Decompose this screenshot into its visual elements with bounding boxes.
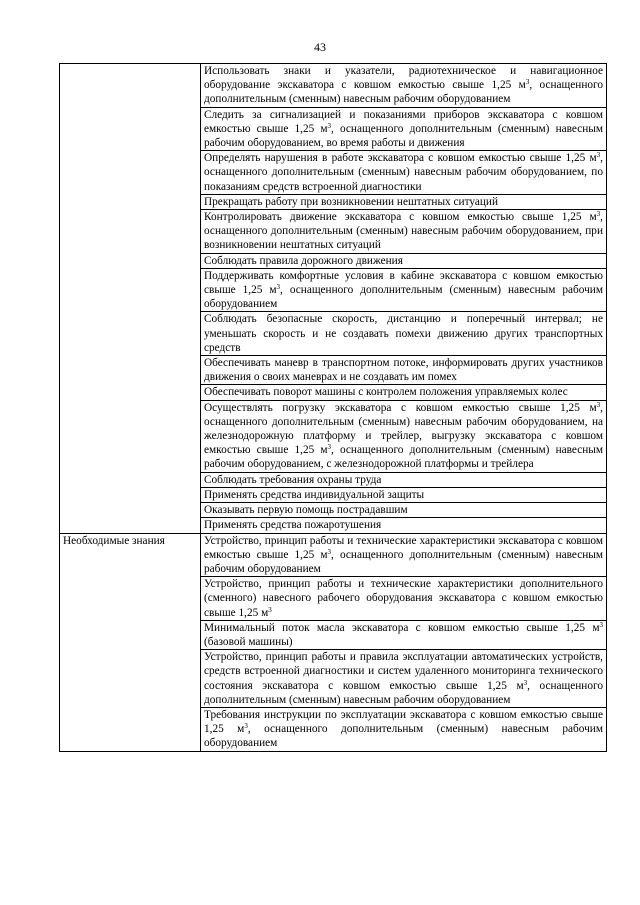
skill-item: Применять средства пожаротушения xyxy=(201,518,607,533)
skill-item: Соблюдать правила дорожного движения xyxy=(201,253,607,268)
skills-label-cell xyxy=(60,64,201,534)
skill-item: Осуществлять погрузку экскаватора с ковшом емкостью свыше 1,25 $м^3$, оснащенного дополнительным (сменным) навесным рабочим оборудованием, на железнодорожную платформу и трейлер, выгрузку экскаватора с ковшом емкостью свыше 1,25 $м^3$, оснащенного дополнительным (сменным) навесным рабочим оборудованием, с железнодорожной платформы и трейлера xyxy=(201,400,607,472)
requirements-table xyxy=(59,63,607,752)
skill-item: Поддерживать комфортные условия в кабине экскаватора с ковшом емкостью свыше 1,25 $м^3$, оснащенного дополнительным (сменным) навесным рабочим оборудованием xyxy=(201,268,607,312)
skill-item: Обеспечивать поворот машины с контролем положения управляемых колес xyxy=(201,385,607,400)
knowledge-item: Устройство, принцип работы и правила эксплуатации автоматических устройств, средств встроенной диагностики и систем удаленного мониторинга технического состояния экскаватора с ковшом емкостью свыше 1,25 $м^3$, оснащенного дополнительным (сменным) навесным рабочим оборудованием xyxy=(201,650,607,708)
knowledge-item: Устройство, принцип работы и технические характеристики дополнительного (сменного) навесного рабочего оборудования экскаватора с ковшом емкостью свыше 1,25 $м^3$ xyxy=(201,577,607,621)
skill-item: Определять нарушения в работе экскаватора с ковшом емкостью свыше 1,25 $м^3$, оснащенного дополнительным (сменным) навесным рабочим оборудованием, по показаниям средств встроенной диагностики xyxy=(201,151,607,195)
knowledge-label: Необходимые знания xyxy=(60,533,201,751)
skill-item: Применять средства индивидуальной защиты xyxy=(201,487,607,502)
knowledge-item: Минимальный поток масла экскаватора с ковшом емкостью свыше 1,25 $м^3$ (базовой машины) xyxy=(201,620,607,649)
skill-item: Обеспечивать маневр в транспортном потоке, информировать других участников движения о своих маневрах и не создавать им помех xyxy=(201,356,607,385)
skill-item: Следить за сигнализацией и показаниями приборов экскаватора с ковшом емкостью свыше 1,25 $м^3$, оснащенного дополнительным (сменным) навесным рабочим оборудованием, во время работы и движения xyxy=(201,107,607,151)
knowledge-item: Требования инструкции по эксплуатации экскаватора с ковшом емкостью свыше 1,25 $м^3$, оснащенного дополнительным (сменным) навесным рабочим оборудованием xyxy=(201,707,607,751)
skill-item: Оказывать первую помощь пострадавшим xyxy=(201,503,607,518)
table-row xyxy=(60,533,607,577)
page-number: 43 xyxy=(314,40,326,54)
skill-item: Контролировать движение экскаватора с ковшом емкостью свыше 1,25 $м^3$, оснащенного дополнительным (сменным) навесным рабочим оборудованием, при возникновении нештатных ситуаций xyxy=(201,210,607,254)
skill-item: Прекращать работу при возникновении нештатных ситуаций xyxy=(201,194,607,209)
skill-item: Соблюдать безопасные скорость, дистанцию и поперечный интервал; не уменьшать скорость и не создавать помехи движению других транспортных средств xyxy=(201,312,607,356)
skill-item: Использовать знаки и указатели, радиотехническое и навигационное оборудование экскаватора с ковшом емкостью свыше 1,25 $м^3$, оснащенного дополнительным (сменным) навесным рабочим оборудованием xyxy=(201,64,607,108)
table-row xyxy=(60,64,607,108)
skill-item: Соблюдать требования охраны труда xyxy=(201,472,607,487)
knowledge-item: Устройство, принцип работы и технические характеристики экскаватора с ковшом емкостью свыше 1,25 $м^3$, оснащенного дополнительным (сменным) навесным рабочим оборудованием xyxy=(201,533,607,577)
